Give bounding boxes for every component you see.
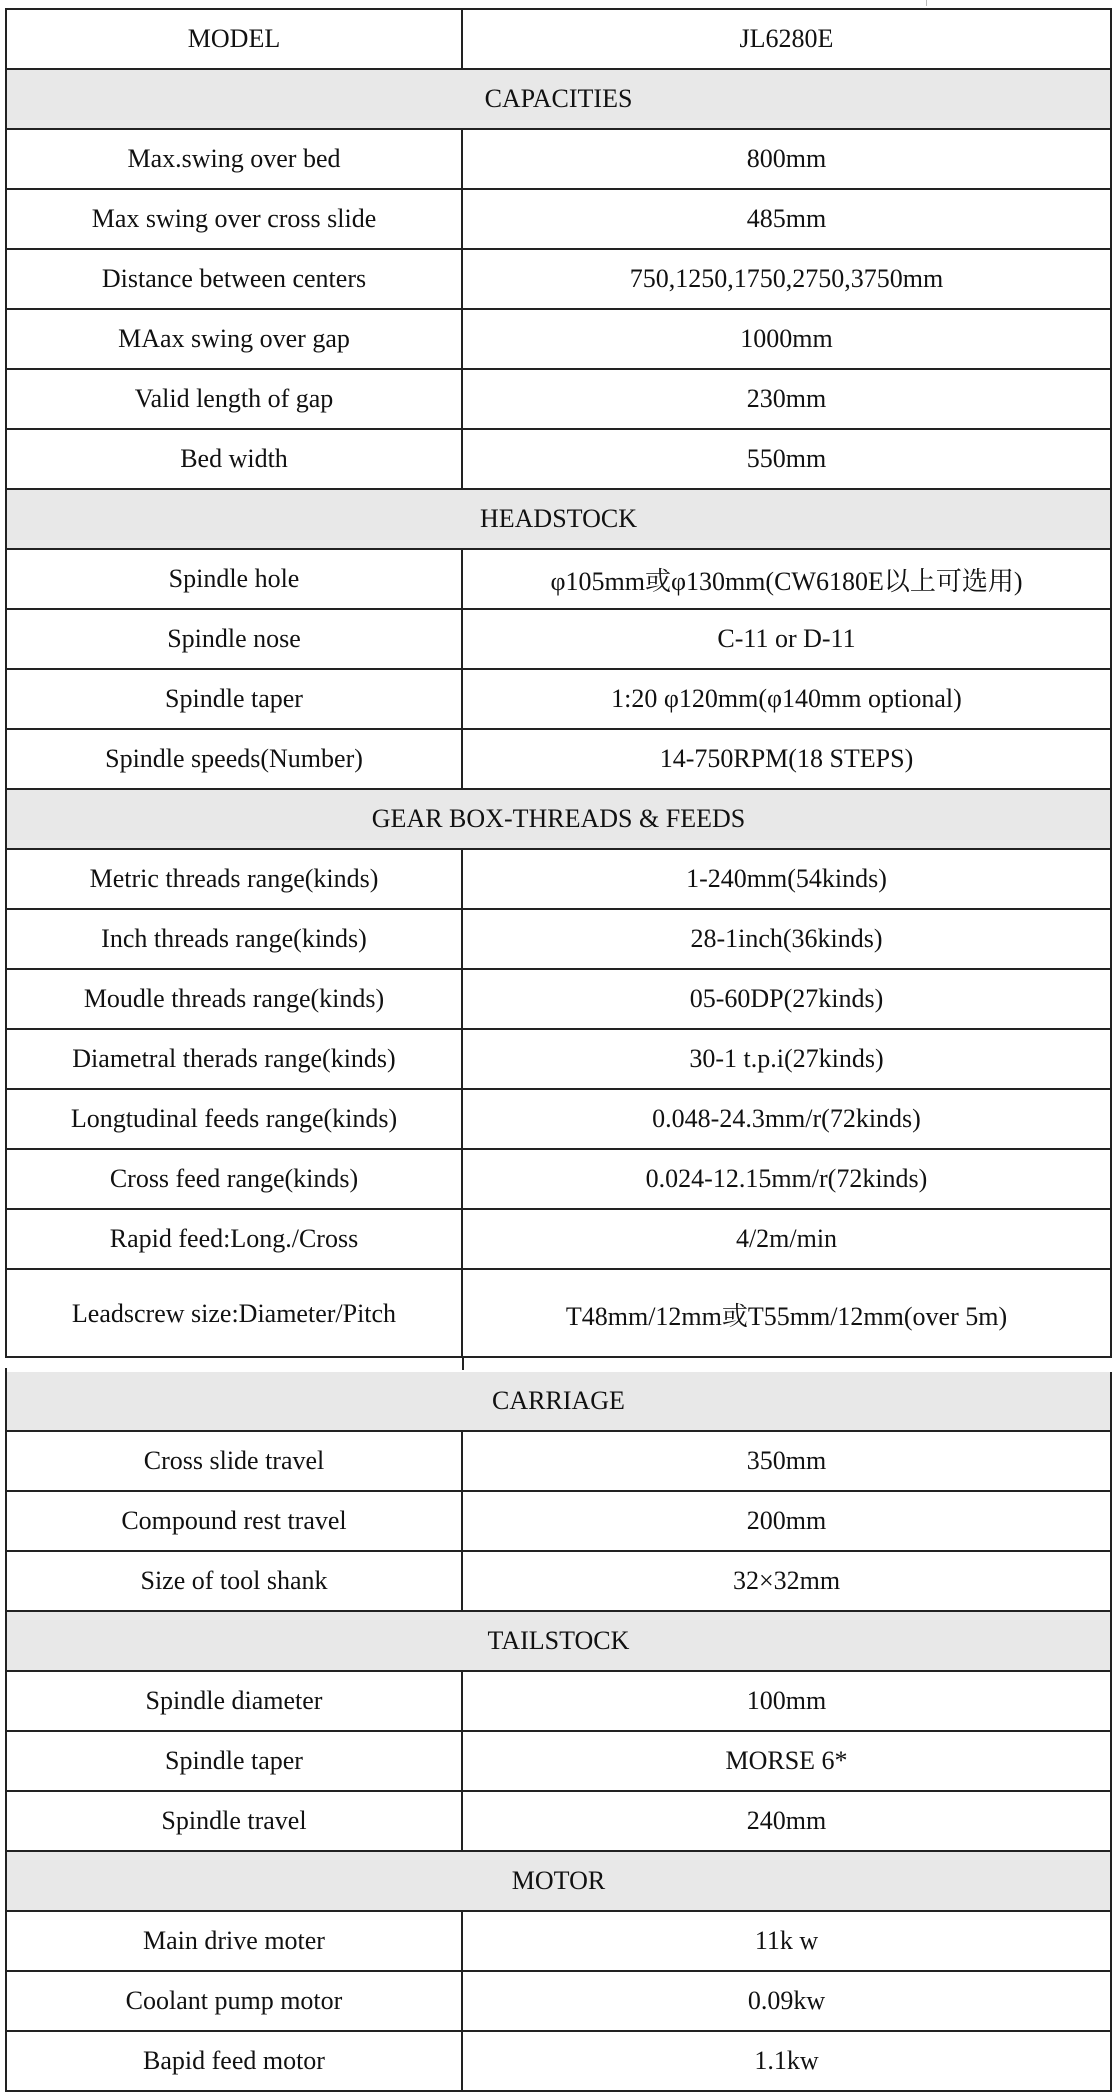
spec-label: MAax swing over gap (7, 310, 463, 368)
split-tick (462, 1358, 464, 1370)
table-row (7, 1210, 1112, 1270)
table-row (7, 670, 1112, 730)
table-split-line (5, 1356, 1112, 1368)
spec-label: Bapid feed motor (7, 2032, 463, 2090)
table-row (7, 1552, 1112, 1612)
spec-value: 05-60DP(27kinds) (463, 970, 1112, 1028)
section-row (7, 70, 1112, 130)
spec-value: 1000mm (463, 310, 1112, 368)
spec-label: Moudle threads range(kinds) (7, 970, 463, 1028)
spec-value: 0.024-12.15mm/r(72kinds) (463, 1150, 1112, 1208)
spec-value: 100mm (463, 1672, 1112, 1730)
spec-value: 30-1 t.p.i(27kinds) (463, 1030, 1112, 1088)
spec-value: 14-750RPM(18 STEPS) (463, 730, 1112, 788)
section-title: CARRIAGE (7, 1372, 1112, 1430)
table-row (7, 610, 1112, 670)
spec-label: Longtudinal feeds range(kinds) (7, 1090, 463, 1148)
spec-label: Max swing over cross slide (7, 190, 463, 248)
spec-value: 750,1250,1750,2750,3750mm (463, 250, 1112, 308)
spec-label: Cross feed range(kinds) (7, 1150, 463, 1208)
spec-label: Rapid feed:Long./Cross (7, 1210, 463, 1268)
table-row (7, 1732, 1112, 1792)
section-title: TAILSTOCK (7, 1612, 1112, 1670)
spec-table (5, 8, 1112, 2092)
table-row (7, 1432, 1112, 1492)
spec-label: Spindle diameter (7, 1672, 463, 1730)
header-label: MODEL (7, 10, 463, 68)
spec-label: Cross slide travel (7, 1432, 463, 1490)
table-row (7, 970, 1112, 1030)
spec-value: 230mm (463, 370, 1112, 428)
spec-label: Inch threads range(kinds) (7, 910, 463, 968)
section-row (7, 1852, 1112, 1912)
table-row (7, 250, 1112, 310)
table-row (7, 730, 1112, 790)
spec-label: Max.swing over bed (7, 130, 463, 188)
section-row (7, 790, 1112, 850)
table-row (7, 190, 1112, 250)
table-row (7, 850, 1112, 910)
table-row (7, 550, 1112, 610)
spec-label: Spindle taper (7, 1732, 463, 1790)
spec-value: 11k w (463, 1912, 1112, 1970)
spec-value: C-11 or D-11 (463, 610, 1112, 668)
section-title: HEADSTOCK (7, 490, 1112, 548)
spec-value: 1.1kw (463, 2032, 1112, 2090)
table-row (7, 370, 1112, 430)
spec-label: Spindle nose (7, 610, 463, 668)
spec-label: Compound rest travel (7, 1492, 463, 1550)
spec-label: Spindle speeds(Number) (7, 730, 463, 788)
spec-value: φ105mm或φ130mm(CW6180E以上可选用) (463, 550, 1112, 608)
table-row (7, 1090, 1112, 1150)
table-row (7, 1792, 1112, 1852)
table-header-row (7, 10, 1112, 70)
section-row (7, 490, 1112, 550)
spec-value: 0.09kw (463, 1972, 1112, 2030)
spec-value: 550mm (463, 430, 1112, 488)
spec-label: Leadscrew size:Diameter/Pitch (7, 1270, 463, 1358)
spec-value: T48mm/12mm或T55mm/12mm(over 5m) (463, 1270, 1112, 1358)
spec-value: 350mm (463, 1432, 1112, 1490)
section-title: GEAR BOX-THREADS & FEEDS (7, 790, 1112, 848)
spec-label: Metric threads range(kinds) (7, 850, 463, 908)
top-edge-mark (926, 0, 927, 6)
spec-label: Valid length of gap (7, 370, 463, 428)
section-row (7, 1612, 1112, 1672)
table-row (7, 1270, 1112, 1360)
spec-label: Diametral therads range(kinds) (7, 1030, 463, 1088)
section-title: MOTOR (7, 1852, 1112, 1910)
table-row (7, 1030, 1112, 1090)
table-row (7, 1492, 1112, 1552)
table-row (7, 310, 1112, 370)
table-row (7, 130, 1112, 190)
table-row (7, 2032, 1112, 2092)
spec-value: 32×32mm (463, 1552, 1112, 1610)
spec-value: 4/2m/min (463, 1210, 1112, 1268)
spec-label: Main drive moter (7, 1912, 463, 1970)
spec-value: 485mm (463, 190, 1112, 248)
spec-label: Spindle travel (7, 1792, 463, 1850)
spec-label: Coolant pump motor (7, 1972, 463, 2030)
table-row (7, 1150, 1112, 1210)
table-body (7, 70, 1112, 2092)
table-row (7, 1912, 1112, 1972)
spec-value: 200mm (463, 1492, 1112, 1550)
table-row (7, 1672, 1112, 1732)
table-row (7, 1972, 1112, 2032)
spec-value: 1-240mm(54kinds) (463, 850, 1112, 908)
spec-value: 0.048-24.3mm/r(72kinds) (463, 1090, 1112, 1148)
spec-value: MORSE 6* (463, 1732, 1112, 1790)
section-title: CAPACITIES (7, 70, 1112, 128)
spec-value: 800mm (463, 130, 1112, 188)
spec-label: Size of tool shank (7, 1552, 463, 1610)
header-value: JL6280E (463, 10, 1112, 68)
table-row (7, 430, 1112, 490)
spec-value: 1:20 φ120mm(φ140mm optional) (463, 670, 1112, 728)
spec-value: 240mm (463, 1792, 1112, 1850)
spec-value: 28-1inch(36kinds) (463, 910, 1112, 968)
table-row (7, 910, 1112, 970)
spec-label: Bed width (7, 430, 463, 488)
spec-label: Spindle hole (7, 550, 463, 608)
spec-label: Spindle taper (7, 670, 463, 728)
section-row (7, 1372, 1112, 1432)
spec-label: Distance between centers (7, 250, 463, 308)
